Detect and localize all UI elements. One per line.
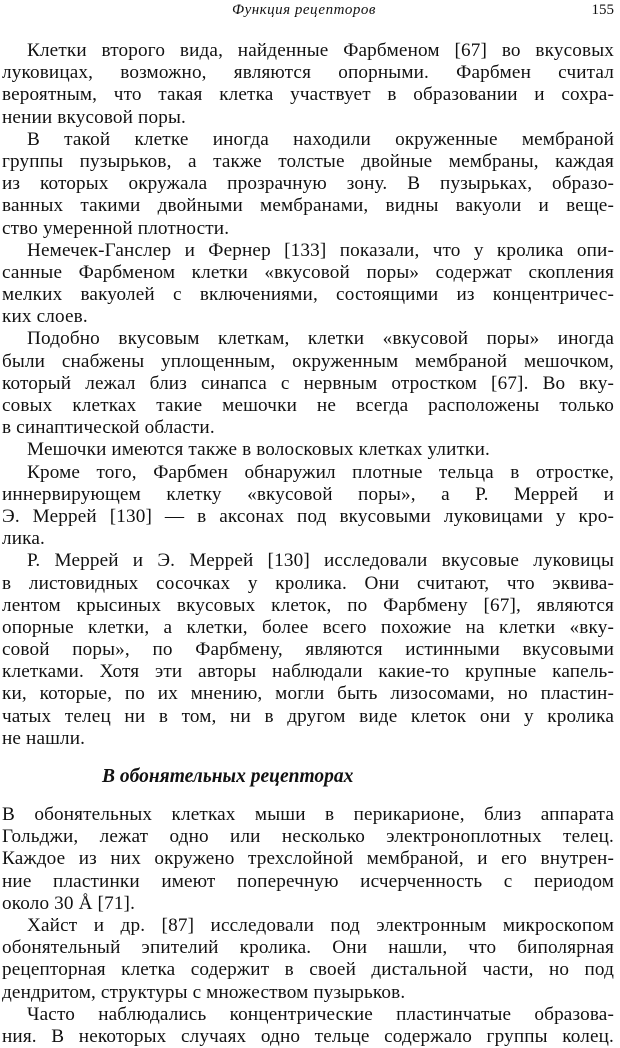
- text-line: лика.: [2, 528, 45, 550]
- text-line: нении вкусовой поры.: [2, 106, 186, 128]
- text-line: иннервирующем клетку «вкусовой поры», а Р. Меррей и: [2, 483, 614, 505]
- text-line: Каждое из них окружено трехслойной мембраной, и его внутрен-: [2, 848, 614, 870]
- text-line: около 30 Å [71].: [2, 892, 136, 914]
- page-number: 155: [591, 2, 614, 18]
- running-title: Функция рецепторов: [232, 2, 376, 18]
- text-line: совых клетках такие мешочки не всегда расположены только: [2, 395, 614, 416]
- text-line: ния. В некоторых случаях одно тельце содержало группы колец.: [2, 1025, 614, 1047]
- text-line: Э. Меррей [130] — в аксонах под вкусовыми луковицами у кро-: [2, 505, 614, 527]
- text-line: Подобно вкусовым клеткам, клетки «вкусовой поры» иногда: [27, 328, 614, 350]
- text-line: ких слоев.: [2, 306, 88, 328]
- text-block-taste: [2, 40, 614, 750]
- text-line: опорные клетки, а клетки, более всего похожие на клетки «вку-: [2, 616, 614, 638]
- text-line: клетками. Хотя эти авторы наблюдали какие-то крупные капель-: [2, 661, 614, 683]
- text-line: в синаптической области.: [2, 417, 215, 439]
- text-line: ванных такими двойными мембранами, видны вакуоли и веще-: [2, 195, 614, 217]
- text-line: группы пузырьков, а также толстые двойные мембраны, каждая: [2, 150, 614, 172]
- text-line: ние пластинки имеют поперечную исчерченность с периодом: [2, 870, 614, 892]
- text-line: в листовидных сосочках у кролика. Они считают, что эквива-: [2, 572, 614, 594]
- text-line: В обонятельных клетках мыши в перикарионе, близ аппарата: [2, 804, 614, 825]
- text-line: обонятельный эпителий кролика. Они нашли, что биполярная: [2, 937, 614, 959]
- text-line: Немечек-Ганслер и Фернер [133] показали, что у кролика опи-: [27, 239, 614, 261]
- text-line: ки, которые, по их мнению, могли быть лизосомами, но пластин-: [2, 683, 614, 705]
- text-line: Часто наблюдались концентрические пластинчатые образова-: [27, 1003, 614, 1025]
- text-line: не нашли.: [2, 727, 86, 749]
- text-line: Кроме того, Фарбмен обнаружил плотные тельца в отростке,: [27, 461, 614, 483]
- text-block-olfactory: [2, 804, 614, 1048]
- text-line: рецепторная клетка содержит в своей дистальной части, но под: [2, 959, 614, 981]
- text-line: Клетки второго вида, найденные Фарбменом [67] во вкусовых: [27, 40, 614, 61]
- text-line: мелких вакуолей с включениями, состоящими из концентричес-: [2, 284, 614, 306]
- body-text: [2, 40, 614, 1048]
- text-line: ство умеренной плотности.: [2, 217, 230, 239]
- text-line: из которых окружала прозрачную зону. В пузырьках, образо-: [2, 173, 614, 195]
- text-line: Хайст и др. [87] исследовали под электронным микроскопом: [27, 914, 614, 936]
- text-line: санные Фарбменом клетки «вкусовой поры» содержат скопления: [2, 261, 614, 283]
- text-line: Мешочки имеются также в волосковых клетках улитки.: [27, 439, 490, 461]
- text-line: луковицах, возможно, являются опорными. Фарбмен считал: [2, 62, 614, 84]
- section-heading: В обонятельных рецепторах: [102, 766, 354, 787]
- text-line: совой поры», по Фарбмену, являются истинными вкусовыми: [2, 639, 614, 661]
- text-line: были снабжены уплощенным, окруженным мембраной мешочком,: [2, 350, 614, 372]
- text-line: чатых телец ни в том, ни в другом виде клеток они у кролика: [2, 705, 614, 727]
- text-line: который лежал близ синапса с нервным отростком [67]. Во вку-: [2, 372, 614, 394]
- text-line: лентом крысиных вкусовых клеток, по Фарбмену [67], являются: [2, 594, 614, 616]
- text-line: Гольджи, лежат одно или несколько электроноплотных телец.: [2, 826, 614, 848]
- text-line: дендритом, структуры с множеством пузырьков.: [2, 981, 406, 1003]
- text-line: В такой клетке иногда находили окруженные мембраной: [27, 128, 614, 150]
- page-header: [0, 2, 620, 24]
- text-line: вероятным, что такая клетка участвует в образовании и сохра-: [2, 84, 614, 106]
- text-line: Р. Меррей и Э. Меррей [130] исследовали вкусовые луковицы: [27, 550, 614, 572]
